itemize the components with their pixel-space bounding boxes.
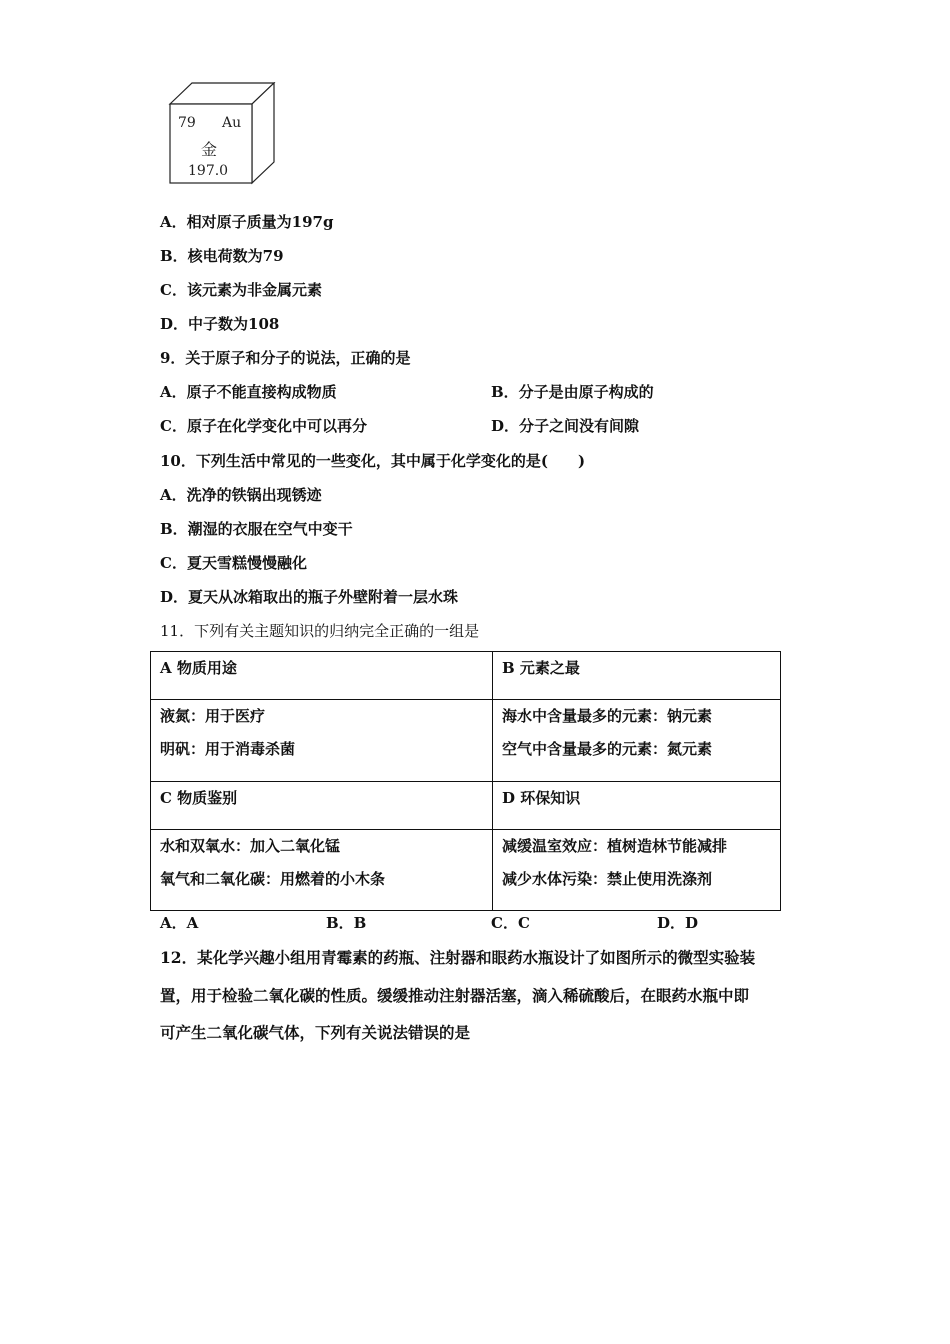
element-card-gold	[168, 82, 278, 186]
q11-answer-d: D．D	[657, 914, 699, 932]
cell-c-content: 水和双氧水：加入二氧化锰 氧气和二氧化碳：用燃着的小木条	[151, 830, 493, 911]
q10-option-a: A．洗净的铁锅出现锈迹	[160, 486, 322, 504]
cell-b-content: 海水中含量最多的元素：钠元素 空气中含量最多的元素：氮元素	[493, 700, 781, 782]
q12-line-3: 可产生二氧化碳气体，下列有关说法错误的是	[160, 1023, 471, 1042]
cell-a-content: 液氮：用于医疗 明矾：用于消毒杀菌	[151, 700, 493, 782]
cell-a-header: A 物质用途	[151, 652, 493, 700]
q9-stem: 9．关于原子和分子的说法，正确的是	[160, 349, 411, 367]
q9-option-d: D．分子之间没有间隙	[491, 417, 640, 435]
element-symbol: Au	[222, 115, 242, 131]
q11-answer-a: A．A	[160, 914, 199, 932]
atomic-mass: 197.0	[188, 163, 229, 179]
q8-option-d: D．中子数为108	[160, 315, 280, 333]
q11-answer-b: B．B	[326, 914, 367, 932]
q10-option-b: B．潮湿的衣服在空气中变干	[160, 520, 353, 538]
q10-option-d: D．夏天从冰箱取出的瓶子外壁附着一层水珠	[160, 588, 459, 606]
q8-option-a: A．相对原子质量为197g	[160, 213, 334, 231]
q10-stem: 10．下列生活中常见的一些变化，其中属于化学变化的是( )	[160, 452, 586, 470]
q9-option-b: B．分子是由原子构成的	[491, 383, 654, 401]
cell-d-header: D 环保知识	[493, 782, 781, 830]
element-name: 金	[201, 140, 218, 159]
q11-knowledge-table	[150, 651, 781, 911]
q11-stem: 11．下列有关主题知识的归纳完全正确的一组是	[160, 622, 480, 640]
q12-line-2: 置，用于检验二氧化碳的性质。缓缓推动注射器活塞，滴入稀硫酸后，在眼药水瓶中即	[160, 986, 750, 1005]
q11-answer-c: C．C	[491, 914, 530, 932]
q8-option-c: C．该元素为非金属元素	[160, 281, 322, 299]
q12-line-1: 12．某化学兴趣小组用青霉素的药瓶、注射器和眼药水瓶设计了如图所示的微型实验装	[160, 948, 756, 967]
q8-option-b: B．核电荷数为79	[160, 247, 284, 265]
cell-d-content: 减缓温室效应：植树造林节能减排 减少水体污染：禁止使用洗涤剂	[493, 830, 781, 911]
atomic-number: 79	[178, 115, 196, 131]
q9-option-c: C．原子在化学变化中可以再分	[160, 417, 367, 435]
q10-option-c: C．夏天雪糕慢慢融化	[160, 554, 307, 572]
cell-b-header: B 元素之最	[493, 652, 781, 700]
q9-option-a: A．原子不能直接构成物质	[160, 383, 337, 401]
cell-c-header: C 物质鉴别	[151, 782, 493, 830]
